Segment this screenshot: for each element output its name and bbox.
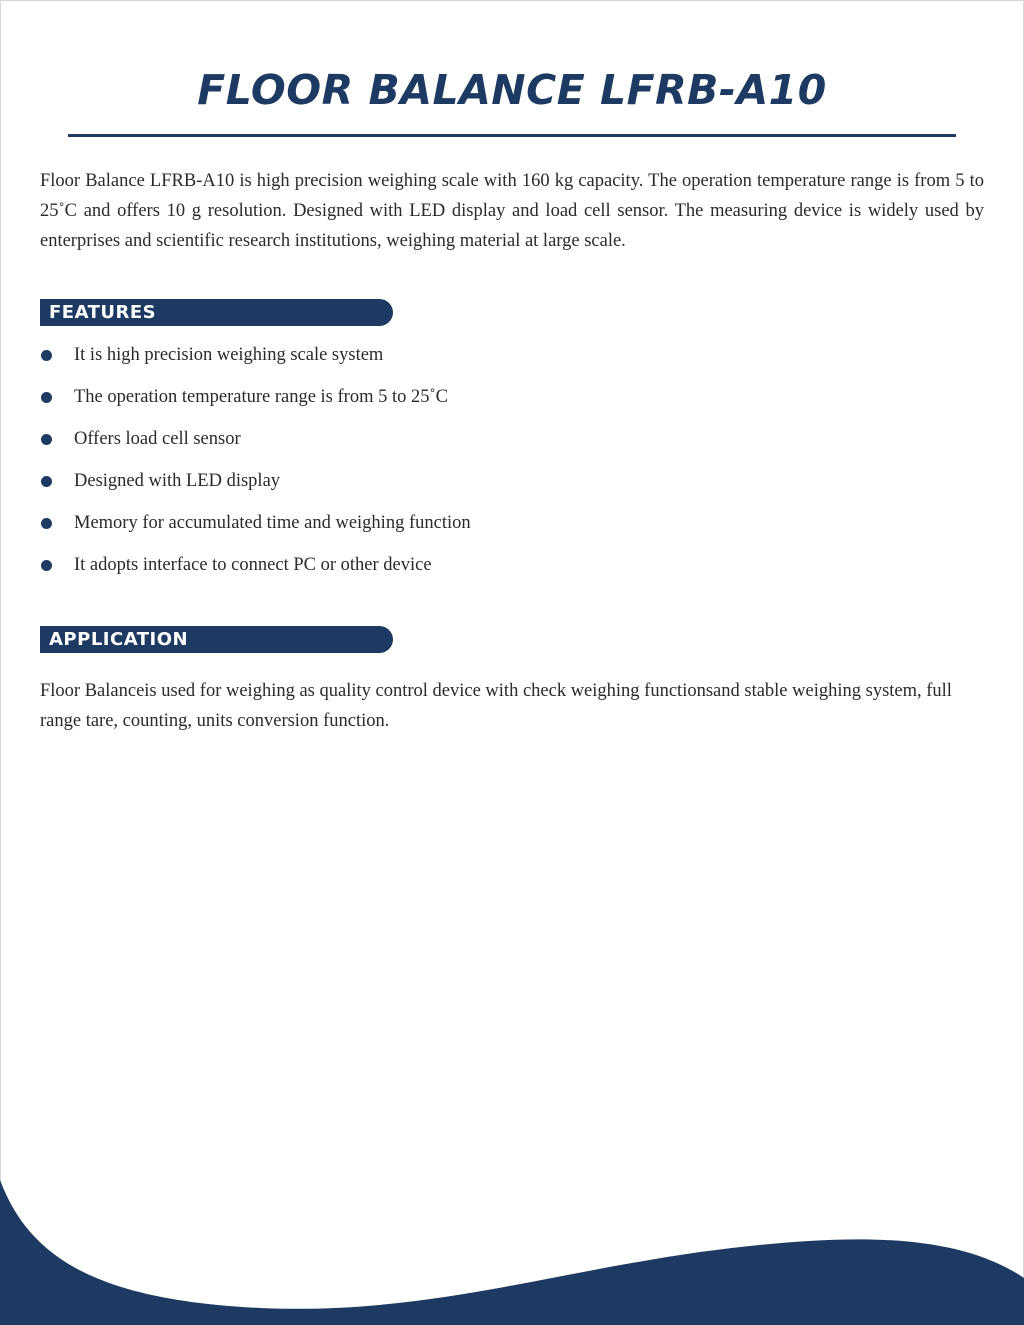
footer-wave-shape [0, 1180, 1024, 1325]
feature-text: Offers load cell sensor [74, 429, 241, 449]
feature-text: It is high precision weighing scale system [74, 345, 384, 365]
page-title: FLOOR BALANCE LFRB-A10 [197, 66, 827, 114]
application-heading: APPLICATION [49, 629, 189, 650]
features-heading: FEATURES [49, 302, 157, 323]
application-header [40, 626, 393, 653]
footer-wave [0, 1180, 1024, 1325]
features-list [40, 340, 940, 592]
bullet-icon [41, 434, 52, 445]
list-item [40, 424, 940, 466]
intro-paragraph: Floor Balance LFRB-A10 is high precision weighing scale with 160 kg capacity. The operation temperature range is from 5 to 25˚C and offers 10 g resolution. Designed with LED display and load cell sensor. The measuring device is widely used by enterprises and scientific research institutions, weighing material at large scale. [40, 171, 984, 251]
feature-text: Memory for accumulated time and weighing function [74, 513, 471, 533]
feature-text: It adopts interface to connect PC or other device [74, 555, 432, 575]
list-item [40, 382, 940, 424]
title-divider [68, 134, 956, 137]
bullet-icon [41, 476, 52, 487]
feature-text: The operation temperature range is from 5 to 25˚C [74, 387, 448, 407]
list-item [40, 550, 940, 592]
bullet-icon [41, 560, 52, 571]
features-header [40, 299, 393, 326]
list-item [40, 466, 940, 508]
bullet-icon [41, 518, 52, 529]
list-item [40, 340, 940, 382]
application-paragraph: Floor Balanceis used for weighing as quality control device with check weighing functionsand stable weighing system, full range tare, counting, units conversion function. [40, 681, 952, 731]
feature-text: Designed with LED display [74, 471, 281, 491]
bullet-icon [41, 392, 52, 403]
bullet-icon [41, 350, 52, 361]
list-item [40, 508, 940, 550]
